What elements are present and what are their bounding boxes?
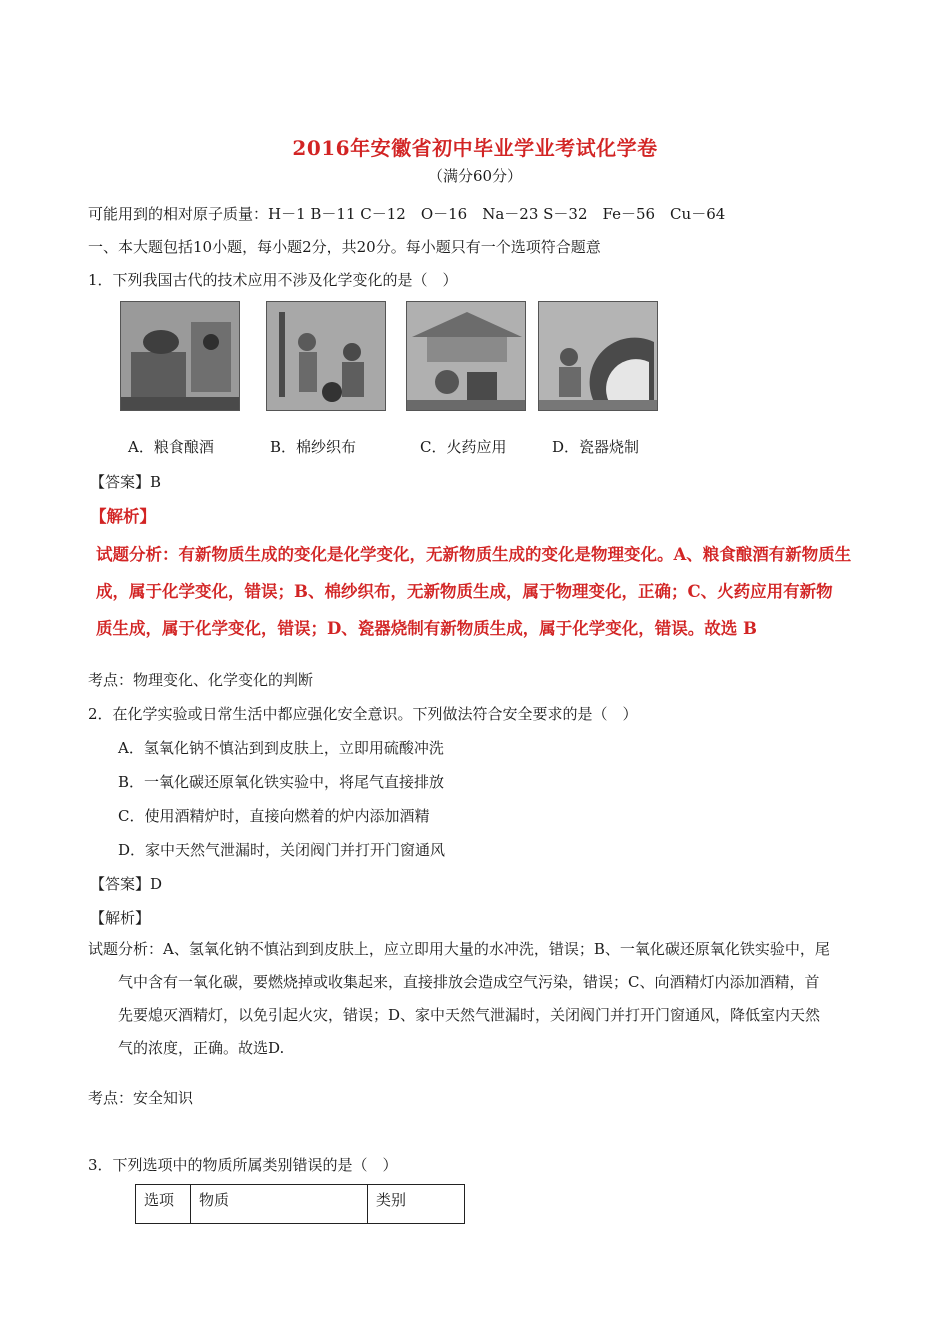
q2-analysis-heading: 【解析】 (90, 909, 151, 927)
q1-analysis (96, 536, 866, 647)
q2-analysis-line: 试题分析：A、氢氧化钠不慎沾到到皮肤上，应立即用大量的水冲洗，错误；B、一氧化碳还原氧化铁实验中，尾 (88, 940, 830, 958)
full-score-note: （满分60分） (427, 167, 523, 185)
q1-option-c: C．火药应用 (420, 438, 507, 456)
gunpowder-picture-icon (406, 301, 526, 411)
q1-stem: 1．下列我国古代的技术应用不涉及化学变化的是（ ） (88, 271, 458, 289)
section-one-heading: 一、本大题包括10小题，每小题2分，共20分。每小题只有一个选项符合题意 (88, 238, 601, 256)
table-header-option: 选项 (136, 1185, 191, 1224)
q1-analysis-line: 成，属于化学变化，错误；B、棉纱织布，无新物质生成，属于物理变化，正确；C、火药应用有新物 (96, 582, 833, 601)
q2-analysis-line: 先要熄灭酒精灯，以免引起火灾，错误；D、家中天然气泄漏时，关闭阀门并打开门窗通风，降低室内天然 (118, 1006, 821, 1024)
q1-option-a: A．粮食酿酒 (128, 438, 214, 456)
atomic-masses: 可能用到的相对原子质量：H－1 B－11 C－12 O－16 Na－23 S－32 Fe－56 Cu－64 (88, 205, 726, 223)
porcelain-kiln-picture-icon (538, 301, 658, 411)
q1-topic: 考点：物理变化、化学变化的判断 (88, 671, 314, 689)
q1-analysis-line: 试题分析：有新物质生成的变化是化学变化，无新物质生成的变化是物理变化。A、粮食酿酒有新物质生 (96, 545, 852, 564)
table-header-substance: 物质 (191, 1185, 368, 1224)
q2-option-d: D．家中天然气泄漏时，关闭阀门并打开门窗通风 (118, 841, 446, 859)
q2-topic: 考点：安全知识 (88, 1089, 194, 1107)
q1-analysis-heading: 【解析】 (90, 507, 156, 526)
grain-brewing-picture-icon (120, 301, 240, 411)
q3-table (135, 1184, 465, 1224)
q2-option-b: B．一氧化碳还原氧化铁实验中，将尾气直接排放 (118, 773, 445, 791)
q1-option-b: B．棉纱织布 (270, 438, 357, 456)
q3-stem: 3．下列选项中的物质所属类别错误的是（ ） (88, 1156, 398, 1174)
q1-analysis-line: 质生成，属于化学变化，错误；D、瓷器烧制有新物质生成，属于化学变化，错误。故选 B (96, 619, 757, 638)
cotton-weaving-picture-icon (266, 301, 386, 411)
q2-analysis (88, 933, 868, 1065)
q2-analysis-line: 气的浓度，正确。故选D. (118, 1039, 285, 1057)
q2-stem: 2．在化学实验或日常生活中都应强化安全意识。下列做法符合安全要求的是（ ） (88, 705, 638, 723)
table-header-category: 类别 (368, 1185, 465, 1224)
q2-option-c: C．使用酒精炉时，直接向燃着的炉内添加酒精 (118, 807, 430, 825)
table-row (136, 1185, 465, 1224)
q1-option-d: D．瓷器烧制 (552, 438, 640, 456)
q1-pictures (120, 301, 540, 411)
page-title: 2016年安徽省初中毕业学业考试化学卷 (292, 136, 658, 160)
q2-option-a: A．氢氧化钠不慎沾到到皮肤上，立即用硫酸冲洗 (118, 739, 444, 757)
q1-answer: 【答案】B (90, 473, 162, 491)
q2-answer: 【答案】D (90, 875, 163, 893)
q2-analysis-line: 气中含有一氧化碳，要燃烧掉或收集起来，直接排放会造成空气污染，错误；C、向酒精灯内添加酒精，首 (118, 973, 820, 991)
